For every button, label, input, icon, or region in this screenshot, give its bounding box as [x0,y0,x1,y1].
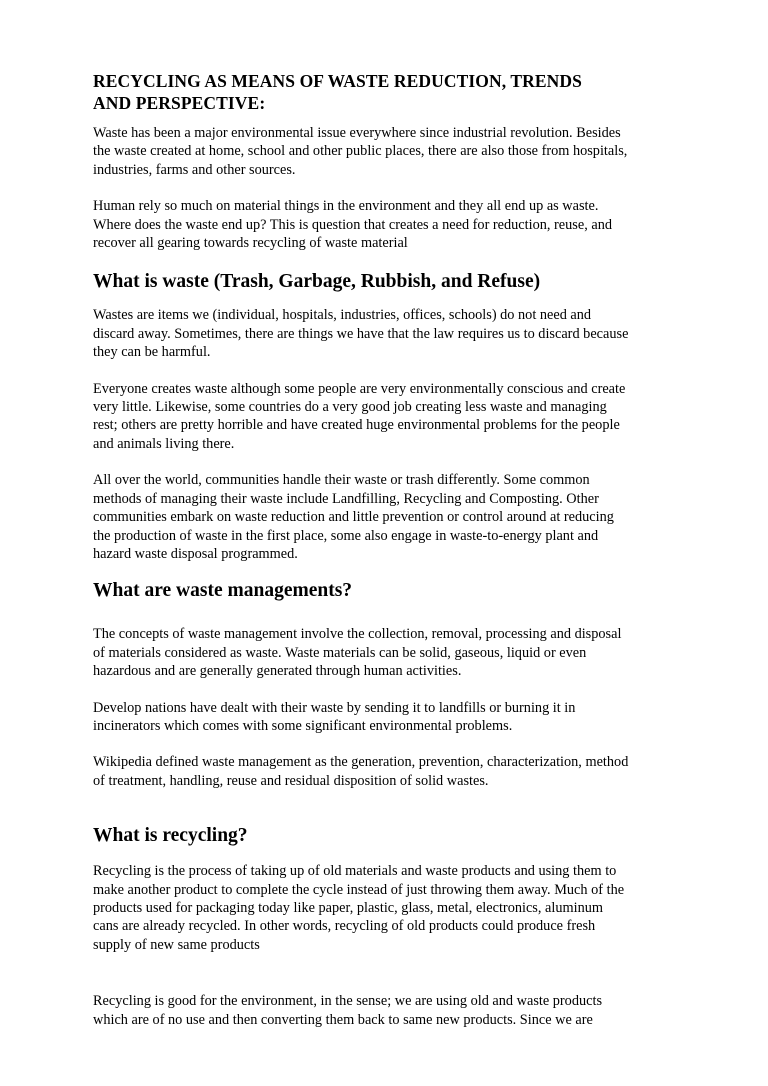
text-line: which are of no use and then converting them back to same new products. Since we are [93,1011,593,1028]
text-line: the production of waste in the first place, some also engage in waste-to-energy plant and [93,527,599,544]
text-line: incinerators which comes with some significant environmental problems. [93,717,513,734]
text-line: they can be harmful. [93,344,211,361]
section-heading-management: What are waste managements? [93,580,353,602]
text-line: of treatment, handling, reuse and residual disposition of solid wastes. [93,772,489,789]
text-line: communities embark on waste reduction and little prevention or control around at reducing [93,509,614,526]
waste-paragraph [93,380,683,454]
section-heading-waste: What is waste (Trash, Garbage, Rubbish, and Refuse) [93,271,541,293]
text-line: and animals living there. [93,435,235,452]
text-line: hazard waste disposal programmed. [93,545,298,562]
text-line: products used for packaging today like paper, plastic, glass, metal, electronics, aluminum [93,899,603,916]
document-title-line: AND PERSPECTIVE: [93,93,266,113]
text-line: make another product to complete the cycle instead of just throwing them away. Much of the [93,881,625,898]
text-line: the waste created at home, school and other public places, there are also those from hospitals, [93,143,628,160]
management-paragraph [93,753,683,790]
document-title-line: RECYCLING AS MEANS OF WASTE REDUCTION, TRENDS [93,71,582,91]
text-line: of materials considered as waste. Waste materials can be solid, gaseous, liquid or even [93,644,587,661]
text-line: methods of managing their waste include Landfilling, Recycling and Composting. Other [93,490,599,507]
text-line: rest; others are pretty horrible and have created huge environmental problems for the people [93,417,620,434]
text-line: Develop nations have dealt with their waste by sending it to landfills or burning it in [93,699,576,716]
text-line: very little. Likewise, some countries do a very good job creating less waste and managing [93,399,607,416]
text-line: industries, farms and other sources. [93,161,296,178]
text-line: All over the world, communities handle their waste or trash differently. Some common [93,472,590,489]
section-heading-recycling: What is recycling? [93,825,248,847]
recycling-paragraph [93,992,683,1029]
management-paragraph [93,625,683,680]
text-line: Wastes are items we (individual, hospitals, industries, offices, schools) do not need and [93,307,592,324]
document-title [93,70,683,114]
intro-paragraph [93,124,683,179]
text-line: discard away. Sometimes, there are things we have that the law requires us to discard because [93,325,629,342]
text-line: Human rely so much on material things in the environment and they all end up as waste. [93,198,599,215]
text-line: Recycling is the process of taking up of old materials and waste products and using them to [93,863,617,880]
waste-paragraph [93,306,683,361]
text-line: The concepts of waste management involve the collection, removal, processing and disposal [93,626,622,643]
text-line: hazardous and are generally generated through human activities. [93,663,462,680]
text-line: recover all gearing towards recycling of waste material [93,235,408,252]
management-paragraph [93,699,683,736]
text-line: Wikipedia defined waste management as the generation, prevention, characterization, method [93,754,629,771]
text-line: cans are already recycled. In other words, recycling of old products could produce fresh [93,918,596,935]
waste-paragraph [93,471,683,563]
text-line: Where does the waste end up? This is question that creates a need for reduction, reuse, and [93,216,613,233]
text-line: supply of new same products [93,936,260,953]
intro-paragraph [93,197,683,252]
recycling-paragraph [93,862,683,954]
text-line: Waste has been a major environmental issue everywhere since industrial revolution. Besides [93,125,621,141]
text-line: Recycling is good for the environment, in the sense; we are using old and waste products [93,993,603,1010]
text-line: Everyone creates waste although some people are very environmentally conscious and create [93,380,626,397]
document-page [93,70,683,1029]
